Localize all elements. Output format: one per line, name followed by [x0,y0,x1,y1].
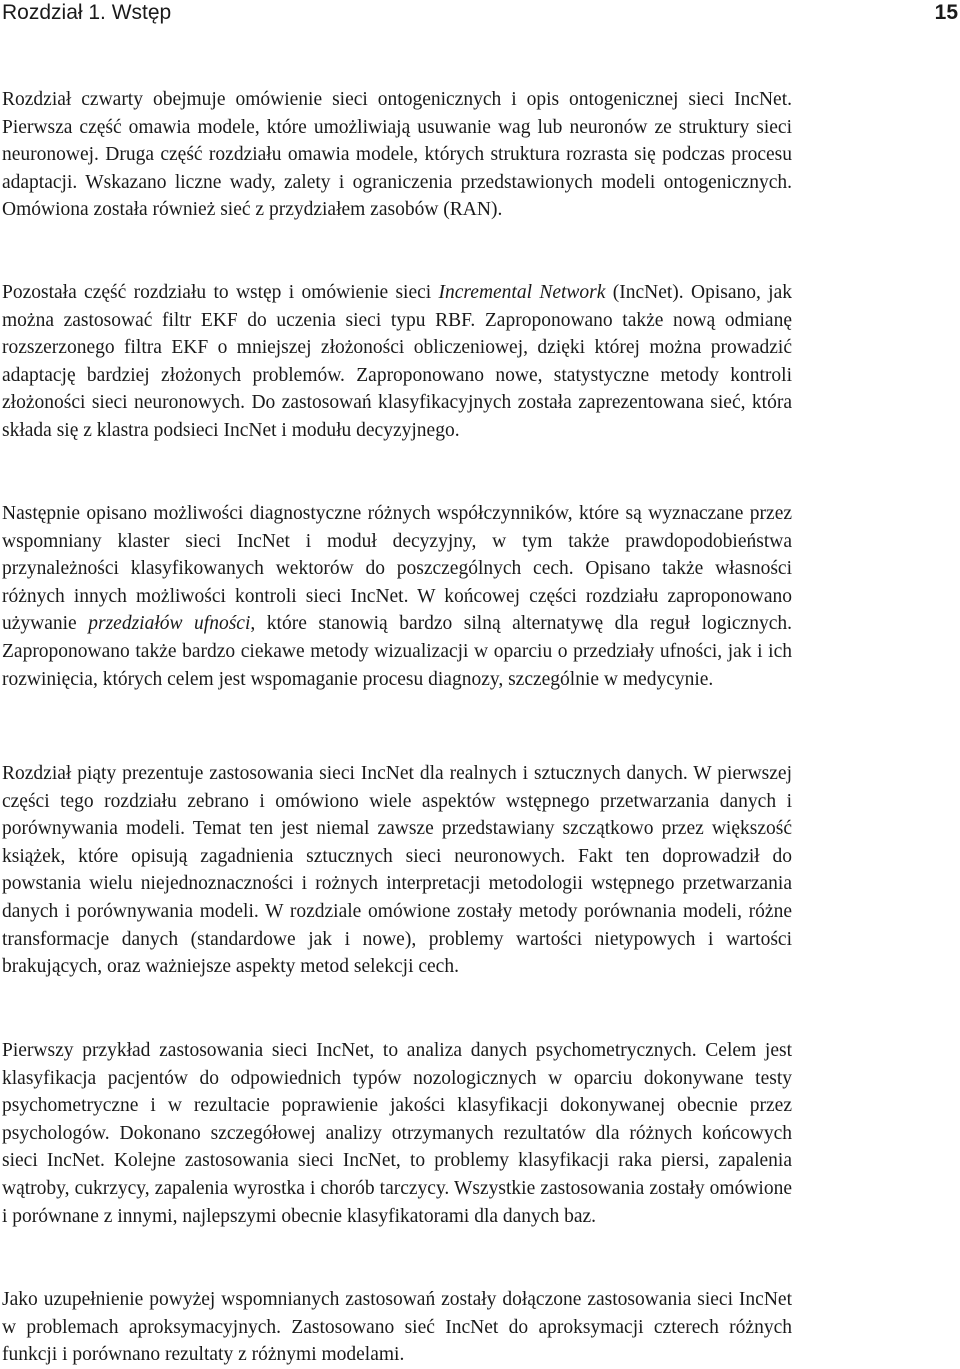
paragraph-psychometric: Pierwszy przykład zastosowania sieci IncNet, to analiza danych psychometrycznych. Celem jest klasyfikacja pacjentów do odpowiednich typów nozologicznych w oparciu dokonywane testy psychometryczne i w rezultacie poprawienie jakości klasyfikacji dokonywanej obecnie przez psychologów. Dokonano szczegółowej analizy otrzymanych rezultatów dla różnych końcowych sieci IncNet. Kolejne zastosowania sieci IncNet, to problemy klasyfikacji raka piersi, zapalenia wątroby, cukrzycy, zapalenia wyrostka i chorób tarczycy. Wszystkie zastosowania zostały omówione i porównane z innymi, najlepszymi obecnie klasyfikatorami dla danych baz. [2,1040,792,1227]
text-run: , które stanowią bardzo silną alternatywę dla reguł logicznych. Zaproponowano także bardzo ciekawe metody wizualizacji w oparciu o przedziały ufności, jak i ich rozwinięcia, których celem jest wspomaganie procesu diagnozy, szczególnie w medycynie. [2,613,793,690]
paragraph-chapter-five: Rozdział piąty prezentuje zastosowania sieci IncNet dla realnych i sztucznych danych. W pierwszej części tego rozdziału zebrano i omówiono wiele aspektów wstępnego przetwarzania danych i porównywania modeli. Temat ten jest niemal zawsze przedstawiany szczątkowo przez większość książek, które opisują zagadnienia sztucznych sieci neuronowych. Fakt ten doprowadził do powstania wielu niejednoznaczności i rożnych interpretacji metodologii wstępnego przetwarzania danych i porównywania modeli. W rozdziale omówione zostały metody porównania modeli, różne transformacje danych (standardowe jak i nowe), problemy wartości nietypowych i wartości brakujących, oraz ważniejsze aspekty metod selekcji cech. [2,763,792,978]
paragraph-diagnostics [2,500,792,693]
page-number: 15 [934,1,958,24]
emphasis-term: przedziałów ufności [88,613,251,635]
paragraph-chapter-four: Rozdział czwarty obejmuje omówienie sieci ontogenicznych i opis ontogenicznej sieci IncNet. Pierwsza część omawia modele, które umożliwiają usuwanie wag lub neuronów ze struktury sieci neuronowej. Druga część rozdziału omawia modele, których struktura rozrasta się podczas procesu adaptacji. Wskazano liczne wady, zalety i ograniczenia przedstawionych modeli ontogenicznych. Omówiona została również sieć z przydziałem zasobów (RAN). [2,89,792,221]
chapter-title: Rozdział 1. Wstęp [2,1,172,24]
text-run: (IncNet). Opisano, jak można zastosować filtr EKF do uczenia sieci typu RBF. Zaproponowano także nową odmianę rozszerzonego filtra EKF o mniejszej złożoności obliczeniowej, dzięki której można prowadzić adaptację bardziej złożonych problemów. Zaproponowano nowe, statystyczne metody kontroli złożoności sieci neuronowych. Do zastosowań klasyfikacyjnych została zaprezentowana sieć, która składa się z klastra podsieci IncNet i modułu decyzyjnego. [2,282,793,441]
text-run: Pozostała część rozdziału to wstęp i omówienie sieci [2,282,439,303]
text-run: Następnie opisano możliwości diagnostyczne różnych współczynników, które są wyznaczane przez wspomniany klaster sieci IncNet i moduł decyzyjny, w tym także prawdopodobieństwa przynależności klasyfikowanych wektorów do poszczególnych cech. Opisano także własności różnych innych możliwości kontroli sieci IncNet. W końcowej części rozdziału zaproponowano używanie [2,503,792,635]
paragraph-approximation: Jako uzupełnienie powyżej wspomnianych zastosowań zostały dołączone zastosowania sieci IncNet w problemach aproksymacyjnych. Zastosowano sieć IncNet do aproksymacji czterech różnych funkcji i porównano rezultaty z różnymi modelami. [2,1289,792,1366]
emphasis-term: Incremental Network [438,282,606,303]
running-header [0,0,960,30]
paragraph-incnet-overview [2,279,792,445]
